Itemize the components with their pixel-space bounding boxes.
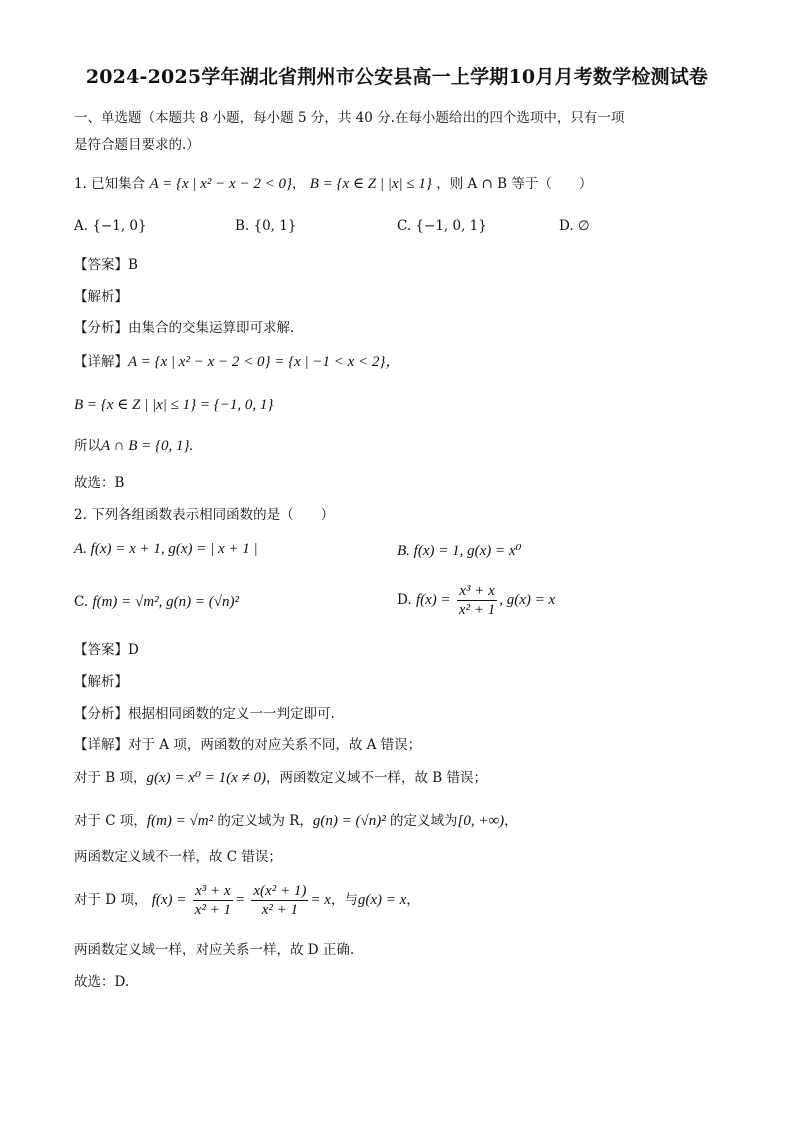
- q1-set-a: A = {x | x² − x − 2 < 0}: [149, 176, 292, 192]
- q2-detail-d-prefix: 对于 D 项，: [74, 892, 148, 908]
- q2-detail-b-math: g(x) = x⁰ = 1(x ≠ 0): [146, 770, 266, 786]
- q2-detail-d-eq: = x: [310, 892, 331, 908]
- q1-stem-prefix: 1. 已知集合: [74, 176, 146, 192]
- q2-answer: 【答案】D: [74, 642, 139, 658]
- q1-set-b: B = {x ∈ Z | |x| ≤ 1}: [309, 176, 432, 192]
- q2-detail-b-prefix: 对于 B 项，: [74, 770, 147, 786]
- q2-option-d-denominator: x² + 1: [458, 602, 496, 618]
- page-title: 2024-2025学年湖北省荆州市公安县高一上学期10月月考数学检测试卷: [85, 66, 709, 88]
- q2-detail-c-mid2: 的定义域为: [390, 813, 458, 829]
- q2-option-d-g: , g(x) = x: [499, 592, 556, 608]
- q2-detail-d2: 两函数定义域一样，对应关系一样，故 D 正确.: [74, 942, 355, 958]
- q1-stem: [74, 174, 592, 194]
- q2-detail-b: [74, 768, 487, 788]
- q2-detail-d-fraction-2: [251, 882, 308, 919]
- q1-option-c: C. {−1, 0, 1}: [397, 218, 487, 234]
- q2-detail-c-prefix: 对于 C 项，: [74, 813, 147, 829]
- q1-detail-1: [74, 352, 400, 372]
- q2-detail-c: [74, 811, 518, 831]
- q1-answer: 【答案】B: [74, 257, 138, 273]
- q1-choose: 故选：B: [74, 475, 125, 491]
- q2-detail-d-end: ，: [406, 892, 420, 908]
- q2-detail-d-numerator-1: x³ + x: [193, 882, 233, 901]
- q2-detail-c-g: g(n) = (√n)²: [312, 813, 386, 829]
- q2-option-d-fraction: [457, 582, 497, 619]
- q1-option-b: B. {0, 1}: [235, 218, 297, 234]
- q2-option-d-f: f(x) =: [415, 592, 451, 608]
- q2-option-d-label: D.: [397, 592, 412, 608]
- q2-option-c: [74, 594, 239, 611]
- q2-option-a: [74, 541, 258, 558]
- q2-detail-d-denominator-2: x² + 1: [261, 902, 298, 918]
- q2-detail-c-f: f(m) = √m²: [146, 813, 214, 829]
- q2-option-b-text: B. f(x) = 1, g(x) = x⁰: [397, 543, 522, 559]
- q2-detail-a: 【详解】对于 A 项，两函数的对应关系不同，故 A 错误；: [74, 737, 422, 753]
- q2-detail-d-g: g(x) = x: [357, 892, 407, 908]
- q1-fenxi: 【分析】由集合的交集运算即可求解.: [74, 320, 295, 336]
- q1-option-a: A. {−1, 0}: [74, 218, 147, 234]
- q2-detail-c-domain: [0, +∞): [457, 813, 505, 829]
- q2-option-d: [397, 582, 555, 619]
- q1-detail-1-math: A = {x | x² − x − 2 < 0} = {x | −1 < x < 2}，: [128, 354, 401, 370]
- q2-detail-b-suffix: ，两函数定义域不一样，故 B 错误；: [265, 770, 487, 786]
- q1-detail-3-prefix: 所以: [74, 438, 101, 454]
- q1-stem-suffix: ，则 A ∩ B 等于（ ）: [436, 176, 593, 192]
- q1-detail-3: [74, 436, 193, 456]
- q2-detail-d-numerator-2: x(x² + 1): [253, 883, 307, 899]
- q1-detail-2-math: B = {x ∈ Z | |x| ≤ 1} = {−1, 0, 1}: [74, 397, 274, 413]
- q2-detail-c-end: ，: [504, 813, 518, 829]
- q2-detail-c2: 两函数定义域不一样，故 C 错误；: [74, 849, 282, 865]
- q2-choose: 故选：D.: [74, 974, 130, 990]
- q2-option-c-g: , g(n) = (√n)²: [158, 594, 239, 610]
- section-header-cont: 是符合题目要求的.）: [74, 137, 200, 153]
- q2-option-d-numerator: x³ + x: [457, 582, 497, 601]
- q2-fenxi: 【分析】根据相同函数的定义一一判定即可.: [74, 706, 335, 722]
- q1-analysis-label: 【解析】: [74, 289, 128, 305]
- q2-stem: 2. 下列各组函数表示相同函数的是（ ）: [74, 507, 335, 523]
- q1-detail-3-math: A ∩ B = {0, 1}.: [101, 438, 194, 454]
- q1-comma: ，: [291, 176, 306, 192]
- q1-detail-2: [74, 395, 273, 415]
- q2-option-b: [397, 541, 522, 560]
- q1-option-d: D. ∅: [559, 218, 590, 234]
- q2-detail-d-f: f(x) =: [151, 892, 187, 908]
- q1-detail-label: 【详解】: [74, 354, 128, 370]
- q2-option-a-text: A. f(x) = x + 1, g(x) = | x + 1 |: [74, 541, 258, 557]
- q2-detail-c-mid: 的定义域为 R，: [217, 813, 313, 829]
- section-header: 一、单选题（本题共 8 小题，每小题 5 分，共 40 分.在每小题给出的四个选项中，只有一项: [74, 110, 625, 126]
- q2-detail-d-denominator-1: x² + 1: [194, 902, 231, 918]
- q2-option-c-label: C.: [74, 594, 89, 610]
- q2-detail-d-fraction-1: [193, 882, 233, 919]
- q2-option-c-f: f(m) = √m²: [92, 594, 159, 610]
- q2-detail-d-with: ，与: [330, 892, 358, 908]
- q2-detail-d: 对于 D 项， f(x) = $\frac{\text{x³ + x}}{\text{x² + 1}}$ = $\frac{\text{x(x² + 1)}}{\text{x² + 1}}$ = x，与g(x) = x，: [74, 883, 420, 918]
- q2-analysis-label: 【解析】: [74, 674, 128, 690]
